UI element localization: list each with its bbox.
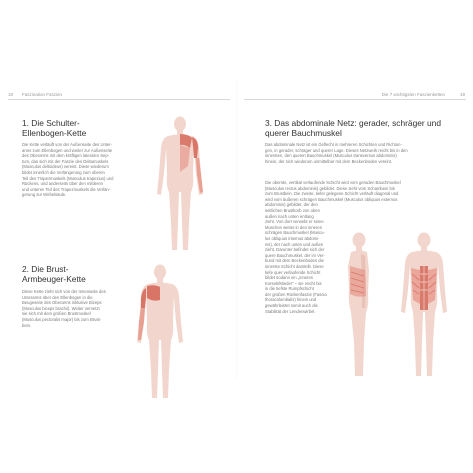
right-running-title: Die 7 wichtigsten Faszienketten <box>381 92 445 97</box>
body-silhouette <box>137 265 183 399</box>
left-running-title: Faszination Faszien <box>22 92 63 97</box>
page-gutter-shadow <box>236 80 237 380</box>
figure-abdominal-net-front <box>396 230 452 380</box>
body-silhouette-side <box>348 233 369 377</box>
left-header-rule <box>8 99 230 100</box>
section-2-heading-line-1: 2. Die Brust- <box>22 264 69 274</box>
section-2-heading-line-2: Armbeuger-Kette <box>22 274 86 284</box>
section-2-body: Diese Kette zieht sich von der Innenseite des Unterarms über den Ellenbogen in die Beugeseite des Oberarms inklusive Bizeps (Musculus biceps brachii). Weiter vernetzt sie sich mit dem großen Brustmuskel (Musculus pectoralis major) bis zum Brust- bein. <box>22 289 106 328</box>
left-page-number: 18 <box>8 92 14 97</box>
figure-chest-arm-flexor-chain <box>130 262 190 402</box>
section-2-heading <box>22 264 86 284</box>
section-1-heading-line-2: Ellenbogen-Kette <box>22 128 87 138</box>
figure-shoulder-elbow-chain <box>150 114 210 254</box>
section-1-heading <box>22 118 86 138</box>
section-3-body-intro: Das abdominale Netz ist ein Geflecht in mehreren Schichten und Richtun- gen, in gerader, schräger und querer Lage. Dieses Netzwerk reicht bis in den innersten, den queren Bauchmuskel (Musculus transversus abdominis) hinein, der sich wiederum unmittelbar mit dem Beckenboden vereint. <box>265 142 408 164</box>
section-3-heading-line-1: 3. Das abdominale Netz: gerader, schräger und <box>265 118 441 128</box>
figure-abdominal-net-side <box>335 230 381 380</box>
abdominal-muscle-layers-side <box>350 266 366 297</box>
right-header-rule <box>244 99 466 100</box>
section-3-heading <box>265 118 441 138</box>
right-page-number: 19 <box>459 92 465 97</box>
section-1-heading-line-1: 1. Die Schulter- <box>22 118 80 128</box>
section-3-heading-line-2: querer Bauchmuskel <box>265 128 342 138</box>
section-3-body-main: Die oberste, vertikal verlaufende Schicht wird vom geraden Bauchmuskel (Musculus rectus abdominis) gebildet. Diese zieht vom Schambein bis zum Brustbein. Die zweite, tiefer gelegene Schicht verläuft diagonal und wird vom äußeren schrägen Bauchmuskel (Musculus obliquus externus abdominis) gebildet, der den seitlichen Brustkorb von oben außen nach unten entlang zieht. Von dort verwebt er seine Muschen weiter in den inneren schrägen Bauchmuskel (Muscu- lus obliquus internus abdomi- nis), der nach unten und außen zieht. Darunter befindet sich der quere Bauchmuskel, der im Ver- bund mit dem Beckenboden die innerste Schicht darstellt. Diese tiefe quer verlaufende Schicht bildet sodann ein „inneres Korsett/Mieder“ – sie reicht bis in die tiefste Rumpfschicht der großen Rückenfaszie (Fascia thoracolumbalis) hinein und gewährleistet somit auch die Stabilität der Lendenwirbel. <box>265 180 401 314</box>
section-1-body: Die Kette verläuft von der Außenseite des Unter- arms zum Ellenbogen und weiter zur Außenseite des Oberarms mit dem kräftigen lateralen Sep- tum, das sich mit der Faszie des Deltamuskels (Musculus deltoideus) vereint. Diese wiederum bildet innerlich die Verlängerung zum oberen Teil des Trapezmuskels (Musculus trapezius) und Rückens, und anderseits über den mittleren und unteren Teil des Trapezmuskels die Verlän- gerung zur Wirbelsäule. <box>22 142 114 198</box>
